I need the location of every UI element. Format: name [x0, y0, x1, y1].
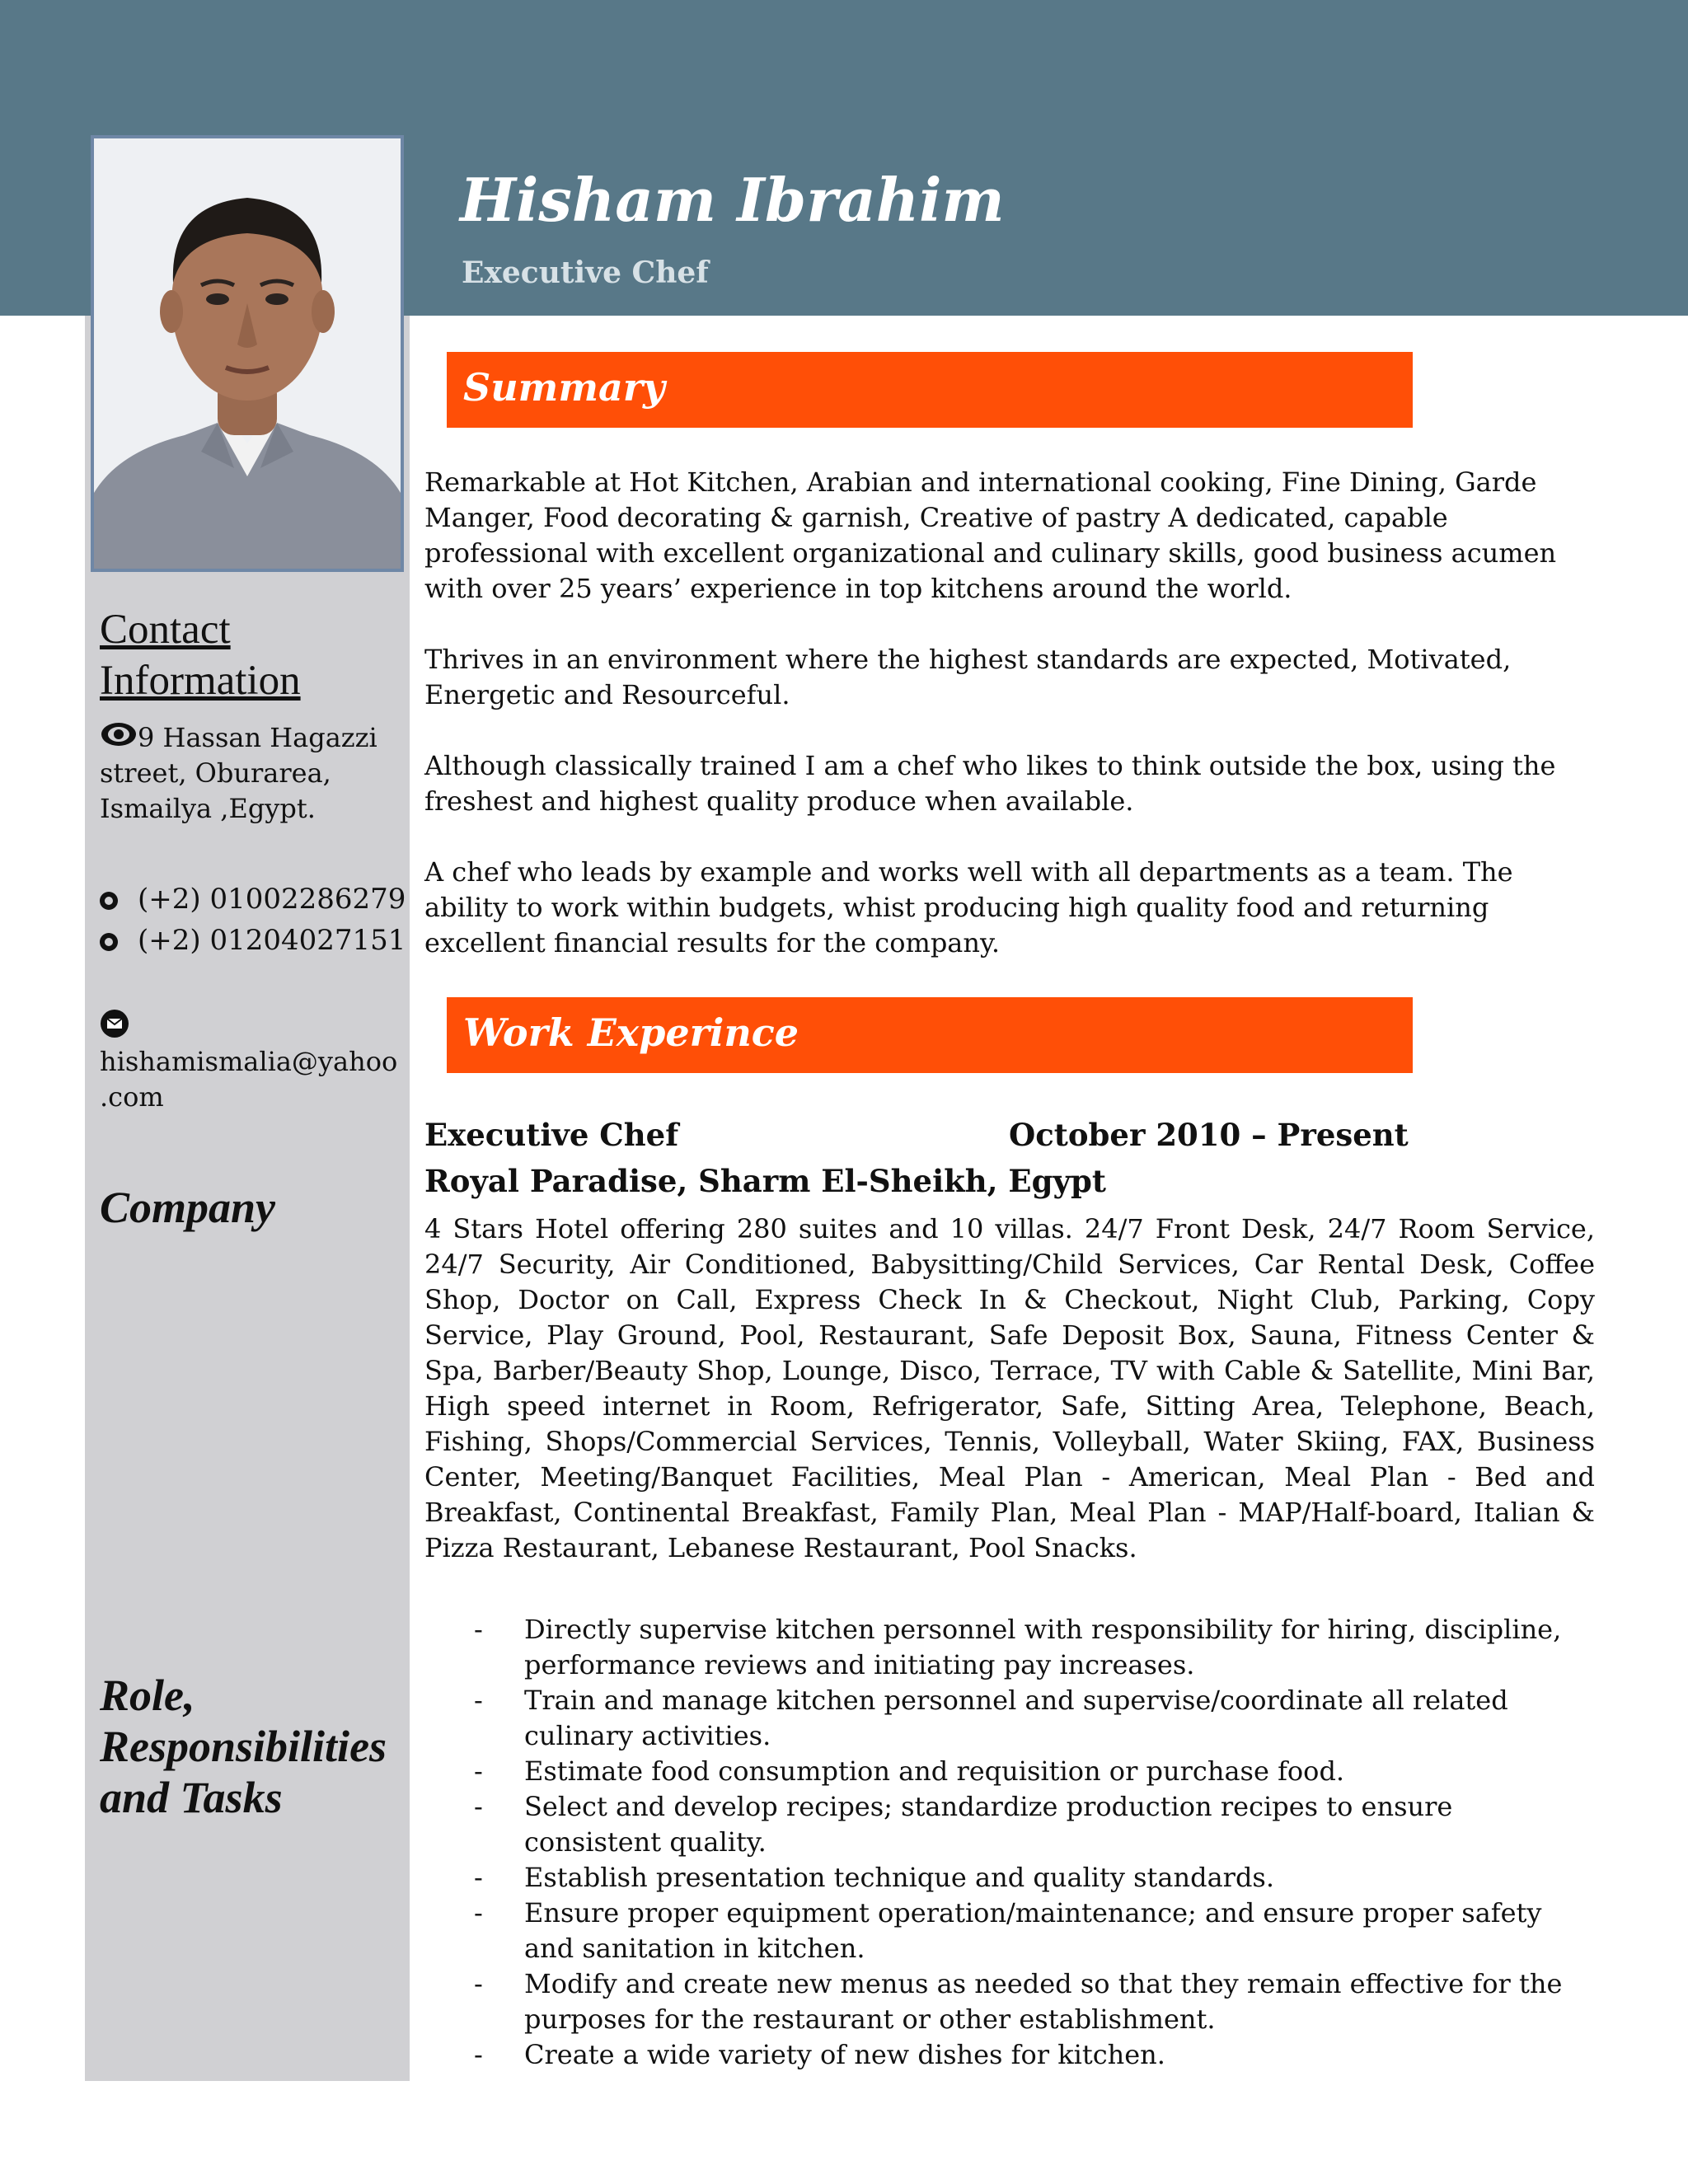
- profile-photo: [91, 135, 404, 572]
- bullet-dash: -: [474, 1897, 483, 1929]
- summary-paragraph: Although classically trained I am a chef who likes to think outside the box, using the freshest and highest quality produce when available.: [424, 750, 1556, 817]
- bullet-dash: -: [474, 1614, 483, 1645]
- summary-paragraph: Remarkable at Hot Kitchen, Arabian and international cooking, Fine Dining, Garde Manger, Food decorating & garnish, Creative of pastry A dedicated, capable professional with excellent organizational and culinary skills, good business acumen with over 25 years’ experience in top kitchens around the world.: [424, 466, 1557, 604]
- list-item: - Modify and create new menus as needed so that they remain effective for the purposes for the restaurant or other establishment.: [474, 1968, 1563, 2035]
- phone-row-2: [100, 920, 406, 961]
- list-item: - Select and develop recipes; standardize production recipes to ensure consistent quality.: [474, 1791, 1453, 1858]
- job-title: Executive Chef: [424, 1117, 679, 1153]
- summary-heading: Summary: [463, 365, 665, 410]
- address-line1: 9 Hassan Hagazzi: [138, 722, 377, 753]
- list-item: - Establish presentation technique and quality standards.: [424, 1860, 1595, 1896]
- eye-icon: [100, 720, 138, 748]
- responsibilities-list: [424, 1612, 1595, 2073]
- work-heading: Work Experince: [463, 1010, 799, 1055]
- role-label: [100, 1670, 387, 1823]
- bullet-dash: -: [474, 1755, 483, 1787]
- list-item: - Estimate food consumption and requisition or purchase food.: [424, 1754, 1595, 1789]
- bullet-dash: -: [474, 1968, 483, 1999]
- role-label-line3: and Tasks: [100, 1773, 283, 1822]
- list-item: - Ensure proper equipment operation/maintenance; and ensure proper safety and sanitation in kitchen.: [474, 1897, 1542, 1964]
- company-description: 4 Stars Hotel offering 280 suites and 10 villas. 24/7 Front Desk, 24/7 Room Service, 24/7 Security, Air Conditioned, Babysitting/Child Services, Car Rental Desk, Coffee Shop, Doctor on Call, Express Check In & Checkout, Night Club, Parking, Copy Service, Play Ground, Pool, Restaurant, Safe Deposit Box, Sauna, Fitness Center & Spa, Barber/Beauty Shop, Lounge, Disco, Terrace, TV with Cable & Satellite, Mini Bar, High speed internet in Room, Refrigerator, Safe, Sitting Area, Telephone, Beach, Fishing, Shops/Commercial Services, Tennis, Volleyball, Water Skiing, FAX, Business Center, Meeting/Banquet Facilities, Meal Plan - American, Meal Plan - Bed and Breakfast, Continental Breakfast, Family Plan, Meal Plan - MAP/Half-board, Italian & Pizza Restaurant, Lebanese Restaurant, Pool Snacks.: [424, 1213, 1595, 1563]
- list-item: - Directly supervise kitchen personnel with responsibility for hiring, discipline, performance reviews and initiating pay increases.: [474, 1614, 1562, 1680]
- bullet-dash: -: [474, 2039, 483, 2070]
- email-line1: hishamismalia@yahoo: [100, 1046, 398, 1077]
- phone-icon: [100, 933, 118, 951]
- role-label-line2: Responsibilities: [100, 1722, 387, 1771]
- bullet-dash: -: [474, 1685, 483, 1716]
- job-company: Royal Paradise, Sharm El-Sheikh, Egypt: [424, 1163, 1106, 1199]
- work-section-bar: [447, 997, 1413, 1073]
- portrait-image: [94, 138, 401, 569]
- bullet-dash: -: [474, 1791, 483, 1822]
- phone-row-1: [100, 879, 406, 920]
- list-item: - Create a wide variety of new dishes for kitchen.: [424, 2037, 1595, 2073]
- candidate-title: Executive Chef: [462, 255, 709, 290]
- summary-section-bar: [447, 352, 1413, 428]
- summary-paragraph: Thrives in an environment where the highest standards are expected, Motivated, Energetic and Resourceful.: [424, 644, 1512, 710]
- bullet-dash: -: [474, 1862, 483, 1893]
- summary-paragraph: A chef who leads by example and works well with all departments as a team. The ability to work within budgets, whist producing high quality food and returning excellent financial results for the company.: [424, 856, 1513, 958]
- list-item: - Train and manage kitchen personnel and supervise/coordinate all related culinary activities.: [474, 1685, 1508, 1751]
- company-label: Company: [100, 1183, 276, 1232]
- phone-icon: [100, 892, 118, 910]
- email-icon: [100, 1009, 129, 1038]
- phone-1[interactable]: (+2) 01002286279: [138, 883, 406, 916]
- candidate-name: Hisham Ibrahim: [460, 165, 1005, 235]
- address-line2: street, Oburarea,: [100, 757, 331, 789]
- contact-heading-line1: Contact: [100, 607, 231, 653]
- summary-text: [424, 465, 1562, 996]
- contact-heading-line2: Information: [100, 658, 301, 704]
- contact-email[interactable]: [100, 1044, 397, 1115]
- job-dates: October 2010 – Present: [1009, 1117, 1409, 1153]
- phone-2[interactable]: (+2) 01204027151: [138, 924, 406, 957]
- contact-heading: [100, 604, 301, 706]
- email-line2: .com: [100, 1081, 164, 1113]
- contact-address: [100, 720, 405, 827]
- address-line3: Ismailya ,Egypt.: [100, 793, 316, 824]
- role-label-line1: Role,: [100, 1671, 195, 1720]
